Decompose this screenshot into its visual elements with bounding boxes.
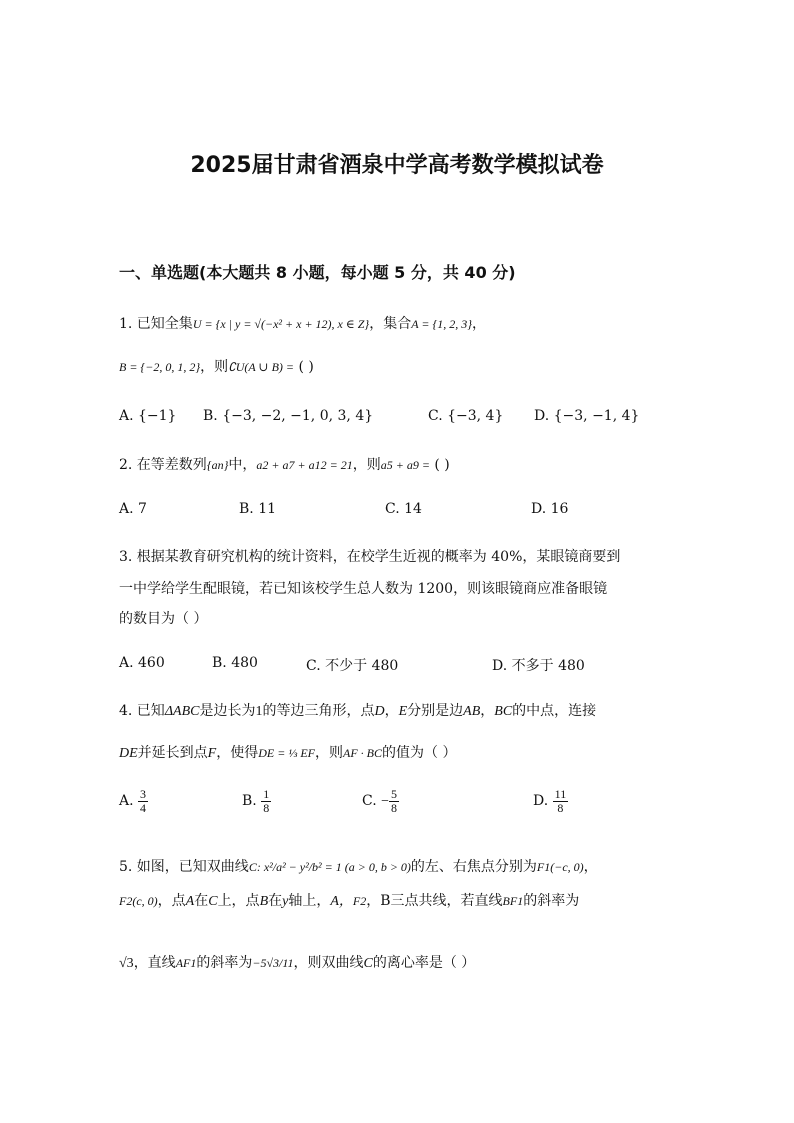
q4-option-c xyxy=(362,788,399,814)
q5-comma: ， xyxy=(583,859,598,875)
q4-l2d: 的值为（ ） xyxy=(382,745,457,761)
q5-l2b: 在 xyxy=(194,893,209,909)
q4-comma-1: ， xyxy=(384,703,399,719)
q1-option-d: D. {−3, −1, 4} xyxy=(534,408,640,424)
q4-mid: 是边长为 xyxy=(199,703,256,719)
question-3-line-2: 一中学给学生配眼镜，若已知该校学生总人数为 1200，则该眼镜商应准备眼镜 xyxy=(119,581,608,597)
q5-slope: −5√3/11 xyxy=(252,956,294,970)
q3-option-d: D. 不多于 480 xyxy=(492,658,585,674)
q2-ask-pre: ，则 xyxy=(352,457,381,473)
question-1-line-1 xyxy=(119,313,486,333)
q5-curve-c-2: C xyxy=(363,956,373,971)
q4-mid2: 分别是边 xyxy=(407,703,464,719)
section-heading: 一、单选题(本大题共 8 小题，每小题 5 分，共 40 分) xyxy=(119,263,516,282)
q1-option-c: C. {−3, 4} xyxy=(428,408,504,424)
q4-end: 的中点，连接 xyxy=(512,703,597,719)
q1-option-a: A. {−1} xyxy=(119,408,177,424)
question-4-line-2 xyxy=(119,742,456,762)
q5-l3a: ，直线 xyxy=(133,955,176,971)
denominator: 8 xyxy=(391,800,398,815)
q1-set-u: U = {x | y = √(−x² + x + 12), x ∈ Z} xyxy=(192,317,370,331)
q5-line-af1: AF1 xyxy=(175,956,197,970)
numerator: 11 xyxy=(554,787,567,801)
q4-condition: DE = ⅓ EF xyxy=(258,746,315,760)
q5-focus-f1: F1(−c, 0) xyxy=(536,860,584,874)
q4-option-b-fraction xyxy=(261,788,271,814)
q4-side-length: 1 xyxy=(255,704,263,719)
q5-pre: 5. 如图，已知双曲线 xyxy=(119,859,249,875)
q1-set-b: B = {−2, 0, 1, 2} xyxy=(119,360,201,374)
q2-expr: a5 + a9 = xyxy=(380,458,430,472)
denominator: 8 xyxy=(263,800,270,815)
q5-l3b: 的斜率为 xyxy=(196,955,253,971)
q1-label: 1. 已知全集 xyxy=(119,316,193,332)
q2-seq: {an} xyxy=(206,458,229,472)
q4-point-e: E xyxy=(398,704,408,719)
q4-option-a-label: A. xyxy=(119,793,134,810)
q2-option-d: D. 16 xyxy=(531,501,569,517)
q4-option-c-sign: − xyxy=(381,794,390,810)
q4-option-d-fraction xyxy=(553,788,569,814)
q4-option-a xyxy=(119,788,148,814)
q4-side-bc: BC xyxy=(494,704,513,719)
q5-hyperbola: C: x²/a² − y²/b² = 1 (a > 0, b > 0) xyxy=(248,860,411,874)
q5-l2f: A， xyxy=(330,894,353,909)
question-3-line-1: 3. 根据某教育研究机构的统计资料，在校学生近视的概率为 40%，某眼镜商要到 xyxy=(119,549,621,565)
q4-triangle: ΔABC xyxy=(164,704,200,719)
q4-side-ab: AB xyxy=(463,704,481,719)
q5-point-a: A xyxy=(185,894,195,909)
q5-l2c: 上，点 xyxy=(217,893,260,909)
numerator: 1 xyxy=(263,787,270,801)
question-5-line-1 xyxy=(119,856,598,876)
q2-label: 2. 在等差数列 xyxy=(119,457,207,473)
q4-option-c-label: C. xyxy=(362,793,377,810)
q5-l2d: 在 xyxy=(268,893,283,909)
q5-l2i: 的斜率为 xyxy=(523,893,580,909)
question-4-line-1 xyxy=(119,700,596,720)
q4-l2c: ，则 xyxy=(315,745,343,761)
q2-blank: ( ) xyxy=(434,457,450,473)
q1-set-a: A = {1, 2, 3} xyxy=(411,317,473,331)
numerator: 5 xyxy=(391,787,398,801)
q5-y-axis: y xyxy=(282,894,289,909)
q1-ask-pre: ，则 xyxy=(200,359,229,375)
q4-dot-product: AF · BC xyxy=(343,746,382,760)
q4-post: 的等边三角形，点 xyxy=(262,703,375,719)
q4-comma-2: ， xyxy=(480,703,495,719)
q3-option-c: C. 不少于 480 xyxy=(306,658,399,674)
q5-l3c: ，则双曲线 xyxy=(293,955,364,971)
q3-option-b: B. 480 xyxy=(212,655,258,671)
q5-curve-c: C xyxy=(208,894,218,909)
q1-option-b: B. {−3, −2, −1, 0, 3, 4} xyxy=(203,408,374,424)
q4-option-d xyxy=(533,788,568,814)
q5-point-b: B xyxy=(259,894,269,909)
q1-expr: ∁U(A ∪ B) = xyxy=(228,360,295,374)
q4-option-b xyxy=(242,788,271,814)
q3-option-a: A. 460 xyxy=(119,655,165,671)
question-3-line-3: 的数目为（ ） xyxy=(119,611,208,627)
q4-point-f: F xyxy=(207,746,217,761)
q2-option-c: C. 14 xyxy=(385,501,422,517)
q5-sqrt3: √3 xyxy=(119,956,134,971)
q2-option-b: B. 11 xyxy=(239,501,277,517)
q4-option-b-label: B. xyxy=(242,793,257,810)
q5-l2h: ，B三点共线，若直线 xyxy=(366,893,503,909)
q5-l3d: 的离心率是（ ） xyxy=(372,955,476,971)
denominator: 8 xyxy=(553,801,569,815)
q5-line-bf1: BF1 xyxy=(502,894,524,908)
q4-option-d-label: D. xyxy=(533,793,549,810)
q5-post: 的左、右焦点分别为 xyxy=(410,859,537,875)
q4-segment-de: DE xyxy=(119,746,138,761)
q4-option-a-fraction xyxy=(138,788,148,814)
question-5-line-3 xyxy=(119,952,475,972)
q1-mid: ，集合 xyxy=(369,316,412,332)
q5-l2g: F2 xyxy=(352,894,367,908)
q2-cond: a2 + a7 + a12 = 21 xyxy=(256,458,353,472)
q1-tail: ， xyxy=(472,316,487,332)
question-2-line-1 xyxy=(119,454,450,474)
q5-l2e: 轴上， xyxy=(288,893,331,909)
denominator: 4 xyxy=(140,800,147,815)
question-1-line-2 xyxy=(119,356,314,376)
q4-option-c-fraction xyxy=(389,788,399,814)
q4-l2a: 并延长到点 xyxy=(137,745,208,761)
page-title: 2025届甘肃省酒泉中学高考数学模拟试卷 xyxy=(190,153,604,178)
q4-point-d: D xyxy=(374,704,385,719)
q1-blank: ( ) xyxy=(298,359,314,375)
q2-mid: 中， xyxy=(228,457,257,473)
q5-focus-f2: F2(c, 0) xyxy=(119,894,158,908)
q2-option-a: A. 7 xyxy=(119,501,147,517)
question-5-line-2 xyxy=(119,890,579,910)
q4-l2b: ，使得 xyxy=(216,745,259,761)
q4-pre: 4. 已知 xyxy=(119,703,165,719)
numerator: 3 xyxy=(140,787,147,801)
q5-l2a: ，点 xyxy=(157,893,186,909)
